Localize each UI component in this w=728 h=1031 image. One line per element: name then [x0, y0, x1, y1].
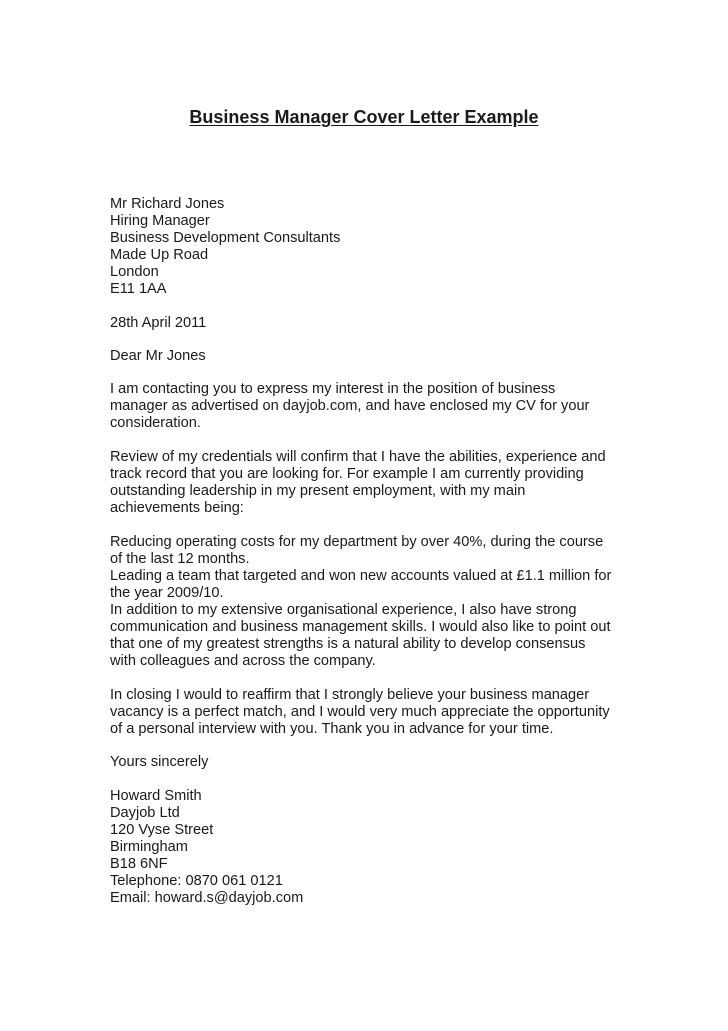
paragraph-line: of a personal interview with you. Thank you in advance for your time.: [110, 721, 554, 737]
paragraph-line: Leading a team that targeted and won new accounts valued at £1.1 million for: [110, 568, 612, 584]
paragraph-line: In addition to my extensive organisational experience, I also have strong: [110, 602, 577, 618]
recipient-title: Hiring Manager: [110, 213, 210, 229]
sender-telephone: Telephone: 0870 061 0121: [110, 873, 283, 889]
recipient-postcode: E11 1AA: [110, 281, 167, 297]
document-title: Business Manager Cover Letter Example: [189, 107, 539, 127]
recipient-company: Business Development Consultants: [110, 230, 341, 246]
sender-company: Dayjob Ltd: [110, 805, 180, 821]
paragraph-line: I am contacting you to express my interest in the position of business: [110, 381, 556, 397]
recipient-city: London: [110, 264, 159, 280]
sender-street: 120 Vyse Street: [110, 822, 214, 838]
paragraph-line: vacancy is a perfect match, and I would very much appreciate the opportunity: [110, 704, 610, 720]
recipient-street: Made Up Road: [110, 247, 209, 263]
paragraph-line: communication and business management skills. I would also like to point out: [110, 619, 611, 635]
paragraph-line: outstanding leadership in my present employment, with my main: [110, 483, 526, 499]
sign-off: Yours sincerely: [110, 754, 209, 770]
recipient-name: Mr Richard Jones: [110, 196, 225, 212]
sender-email: Email: howard.s@dayjob.com: [110, 890, 304, 906]
paragraph-line: Reducing operating costs for my department by over 40%, during the course: [110, 534, 604, 550]
paragraph-line: manager as advertised on dayjob.com, and have enclosed my CV for your: [110, 398, 590, 414]
letter-date: 28th April 2011: [110, 315, 207, 331]
paragraph-line: of the last 12 months.: [110, 551, 250, 567]
sender-name: Howard Smith: [110, 788, 202, 804]
paragraph-line: consideration.: [110, 415, 201, 431]
paragraph-line: with colleagues and across the company.: [110, 653, 376, 669]
paragraph-line: achievements being:: [110, 500, 244, 516]
paragraph-line: that one of my greatest strengths is a natural ability to develop consensus: [110, 636, 586, 652]
paragraph-line: the year 2009/10.: [110, 585, 224, 601]
salutation: Dear Mr Jones: [110, 348, 206, 364]
sender-city: Birmingham: [110, 839, 188, 855]
paragraph-line: In closing I would to reaffirm that I strongly believe your business manager: [110, 687, 590, 703]
paragraph-line: track record that you are looking for. For example I am currently providing: [110, 466, 584, 482]
sender-postcode: B18 6NF: [110, 856, 168, 872]
paragraph-line: Review of my credentials will confirm that I have the abilities, experience and: [110, 449, 606, 465]
